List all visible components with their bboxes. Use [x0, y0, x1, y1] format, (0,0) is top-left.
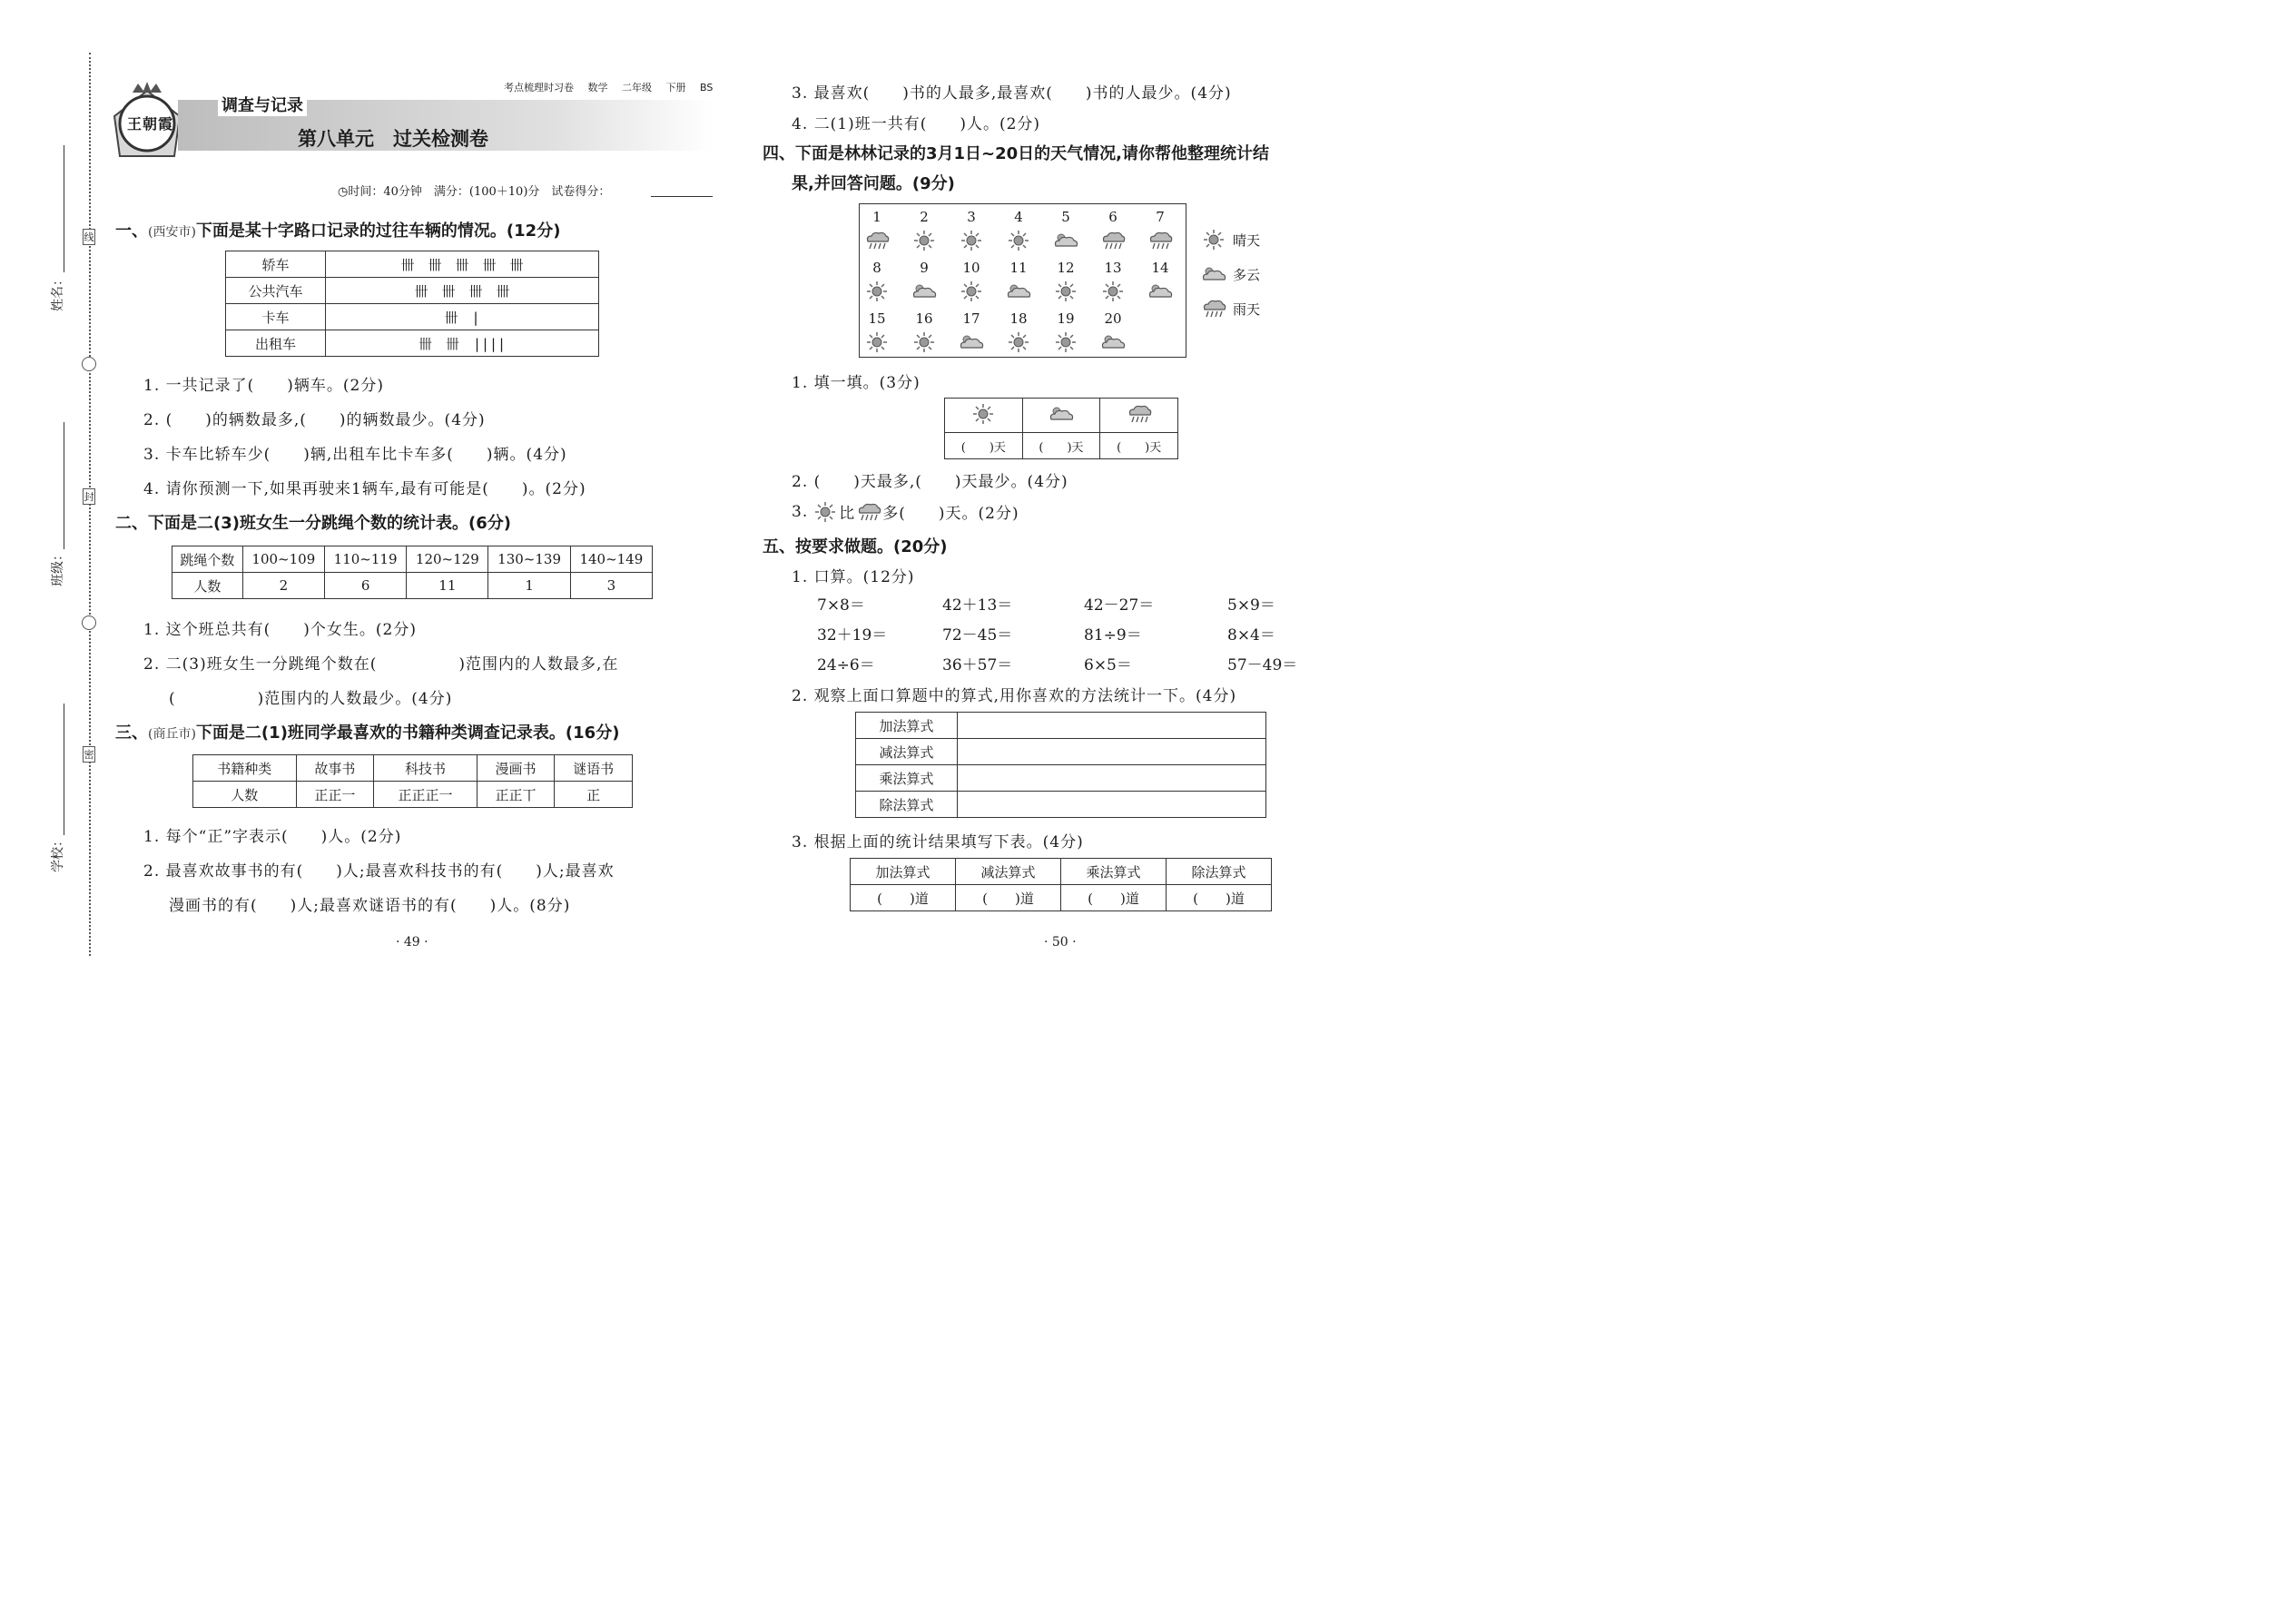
book-volume: 下册 [665, 82, 686, 94]
legend-label: 晴天 [1233, 231, 1261, 249]
table-row [193, 782, 633, 808]
header-cell: 除法算式 [1167, 859, 1272, 885]
calc-row [817, 622, 1325, 652]
q4-item1: 1. 填一填。(3分) [792, 374, 921, 392]
row-label: 人数 [193, 782, 297, 808]
book-info [504, 80, 713, 94]
q3-table [192, 754, 633, 808]
cloud-icon [1048, 404, 1075, 424]
data-cell: 3 [570, 573, 652, 599]
sun-icon [958, 231, 985, 251]
data-cell: 正 [555, 782, 633, 808]
header-cell: 加法算式 [851, 859, 956, 885]
day-number: 9 [920, 260, 929, 276]
day-number: 7 [1156, 209, 1165, 225]
header-cell: 乘法算式 [1061, 859, 1167, 885]
header-cell: 漫画书 [477, 755, 555, 782]
book-edition: BS [700, 82, 714, 94]
sun-icon [863, 332, 891, 352]
day-number: 15 [868, 310, 886, 327]
binding-mark-secret: 密 [83, 746, 95, 763]
calc-item: 57－49＝ [1227, 656, 1298, 674]
topic-title: 调查与记录 [218, 93, 307, 116]
day-number: 18 [1009, 310, 1028, 327]
q3-item: 漫画书的有( )人;最喜欢谜语书的有( )人。(8分) [169, 897, 571, 915]
q3-item: 2. 最喜欢故事书的有( )人;最喜欢科技书的有( )人;最喜欢 [143, 862, 615, 881]
answer-cell[interactable]: ( )天 [945, 433, 1023, 459]
table-row [851, 885, 1272, 911]
day-number: 17 [962, 310, 980, 327]
header-cell: 科技书 [374, 755, 478, 782]
page-number-right: · 50 · [1044, 935, 1077, 950]
q2-item: ( )范围内的人数最少。(4分) [169, 690, 453, 708]
binding-mark-seal: 封 [83, 488, 95, 505]
vehicle-label: 轿车 [226, 251, 326, 278]
q5-title: 五、按要求做题。(20分) [763, 537, 948, 556]
day-number: 6 [1108, 209, 1117, 225]
unit-title: 第八单元 过关检测卷 [298, 128, 488, 150]
day-number: 8 [872, 260, 881, 276]
data-cell: 2 [242, 573, 324, 599]
table-row [226, 330, 599, 357]
calc-item: 72－45＝ [942, 626, 1013, 645]
sun-icon [1052, 281, 1079, 301]
table-row [226, 304, 599, 330]
legend-cloudy [1200, 257, 1260, 291]
calc-item: 42－27＝ [1084, 596, 1155, 615]
day-number: 10 [962, 260, 980, 276]
rain-icon [855, 502, 882, 522]
score-line [651, 196, 713, 197]
answer-cell[interactable] [958, 713, 1266, 739]
sun-icon [863, 281, 891, 301]
answer-row [945, 433, 1178, 459]
answer-cell[interactable] [958, 765, 1266, 792]
header-cell: 130~139 [488, 546, 570, 573]
day-number: 11 [1009, 260, 1028, 276]
sun-icon [911, 332, 938, 352]
header-cell: 140~149 [570, 546, 652, 573]
tally-cell: 卌 | [326, 304, 599, 330]
day-number: 13 [1104, 260, 1122, 276]
sun-icon [1099, 281, 1127, 301]
q2-item: 2. 二(3)班女生一分跳绳个数在( )范围内的人数最多,在 [143, 655, 619, 674]
q1-item: 2. ( )的辆数最多,( )的辆数最少。(4分) [143, 411, 486, 429]
icon-row [945, 399, 1178, 433]
name-label: 姓名： [51, 273, 65, 311]
op-type-table [855, 712, 1266, 818]
vehicle-label: 出租车 [226, 330, 326, 357]
q1-tally-table [225, 251, 599, 357]
table-row [856, 792, 1266, 818]
header-cell: 100~109 [242, 546, 324, 573]
header-cell: 120~129 [407, 546, 488, 573]
table-row [172, 573, 653, 599]
rain-icon [863, 231, 891, 251]
header-cell: 谜语书 [555, 755, 633, 782]
calc-item: 42＋13＝ [942, 596, 1013, 615]
calc-row [817, 592, 1325, 622]
header-cell: 减法算式 [956, 859, 1061, 885]
weather-legend [1200, 222, 1260, 326]
meta-text: 时间：40分钟 满分：(100＋10)分 试卷得分： [348, 185, 611, 199]
cloud-icon [1200, 264, 1227, 284]
cloud-icon [958, 332, 985, 352]
day-number: 4 [1014, 209, 1023, 225]
data-cell: 6 [324, 573, 406, 599]
weather-count-table [944, 398, 1178, 459]
data-cell: 1 [488, 573, 570, 599]
legend-sunny [1200, 222, 1260, 257]
sun-icon [1052, 332, 1079, 352]
q5-item2: 2. 观察上面口算题中的算式,用你喜欢的方法统计一下。(4分) [792, 687, 1237, 705]
data-cell: 正正丅 [477, 782, 555, 808]
table-header [851, 859, 1272, 885]
header-cell: 跳绳个数 [172, 546, 243, 573]
day-number: 16 [915, 310, 933, 327]
calc-item: 5×9＝ [1227, 596, 1275, 615]
cloud-icon [1147, 281, 1174, 301]
row-label: 人数 [172, 573, 243, 599]
calc-item: 7×8＝ [817, 596, 865, 615]
day-number: 3 [967, 209, 976, 225]
answer-cell[interactable]: ( )天 [1100, 433, 1178, 459]
cloud-icon [1099, 332, 1127, 352]
table-row [856, 765, 1266, 792]
q5-item3: 3. 根据上面的统计结果填写下表。(4分) [792, 833, 1084, 851]
calc-item: 36＋57＝ [942, 656, 1013, 674]
calc-item: 8×4＝ [1227, 626, 1275, 645]
cloud-icon [1052, 231, 1079, 251]
q1-item: 4. 请你预测一下,如果再驶来1辆车,最有可能是( )。(2分) [143, 480, 586, 498]
cloud-icon [1005, 281, 1032, 301]
answer-cell[interactable] [958, 792, 1266, 818]
calc-row [817, 652, 1325, 682]
q2-table [172, 546, 653, 599]
q1-item: 1. 一共记录了( )辆车。(2分) [143, 377, 384, 395]
tally-cell: 卌 卌 |||| [326, 330, 599, 357]
binding-mark-line: 线 [83, 229, 95, 245]
table-header [172, 546, 653, 573]
q3-city: (商丘市) [148, 727, 196, 742]
q4-title-cont: 果,并回答问题。(9分) [792, 174, 955, 193]
book-series: 考点梳理时习卷 [504, 82, 574, 94]
clock-icon: ◷ [338, 185, 349, 199]
legend-rainy [1200, 291, 1260, 326]
day-number: 2 [920, 209, 929, 225]
rain-icon [1099, 231, 1127, 251]
book-subject: 数学 [587, 82, 608, 94]
q1-item: 3. 卡车比轿车少( )辆,出租车比卡车多( )辆。(4分) [143, 446, 567, 464]
answer-cell[interactable] [958, 739, 1266, 765]
q2-title: 二、下面是二(3)班女生一分跳绳个数的统计表。(6分) [115, 514, 511, 533]
legend-label: 雨天 [1233, 300, 1261, 318]
answer-cell[interactable]: ( )道 [956, 885, 1061, 911]
op-count-table [850, 858, 1272, 911]
rain-icon [1200, 299, 1227, 319]
rain-icon [1126, 404, 1153, 424]
sun-icon [1005, 231, 1032, 251]
table-header [193, 755, 633, 782]
calc-item: 24÷6＝ [817, 656, 875, 674]
q5-item1: 1. 口算。(12分) [792, 568, 915, 586]
q2-item: 1. 这个班总共有( )个女生。(2分) [143, 621, 417, 639]
calc-item: 81÷9＝ [1084, 626, 1142, 645]
logo-text: 王朝霞 [127, 115, 174, 133]
weather-grid [859, 203, 1186, 358]
day-number: 14 [1151, 260, 1169, 276]
q4-item3: 3. 比 多( )天。(2分) [792, 502, 1019, 523]
legend-label: 多云 [1233, 266, 1261, 283]
table-row [226, 251, 599, 278]
exam-meta [338, 182, 610, 199]
header-cell: 书籍种类 [193, 755, 297, 782]
class-label: 班级： [51, 548, 65, 586]
logo-badge [107, 80, 187, 163]
q4-item2: 2. ( )天最多,( )天最少。(4分) [792, 473, 1068, 491]
day-number: 5 [1061, 209, 1070, 225]
q1-title: 一、(西安市)下面是某十字路口记录的过往车辆的情况。(12分) [115, 221, 561, 241]
book-grade: 二年级 [622, 82, 652, 94]
sun-icon [1200, 230, 1227, 250]
sun-icon [970, 404, 997, 424]
rain-icon [1147, 231, 1174, 251]
day-number: 19 [1057, 310, 1075, 327]
sun-icon [911, 231, 938, 251]
q3-item: 1. 每个“正”字表示( )人。(2分) [143, 828, 402, 846]
table-row [856, 739, 1266, 765]
answer-cell[interactable]: ( )道 [1061, 885, 1167, 911]
page-number-left: · 49 · [396, 935, 428, 950]
q3-title: 三、(商丘市)下面是二(1)班同学最喜欢的书籍种类调查记录表。(16分) [115, 723, 620, 743]
mental-math-grid [817, 592, 1325, 682]
calc-item: 6×5＝ [1084, 656, 1132, 674]
q1-city: (西安市) [148, 225, 196, 240]
answer-cell[interactable]: ( )道 [851, 885, 956, 911]
binding-circle-icon [82, 357, 96, 371]
type-label: 减法算式 [856, 739, 958, 765]
answer-cell[interactable]: ( )天 [1022, 433, 1100, 459]
cloud-icon [911, 281, 938, 301]
q4-title: 四、下面是林林记录的3月1日~20日的天气情况,请你帮他整理统计结 [763, 144, 1270, 163]
type-label: 乘法算式 [856, 765, 958, 792]
calc-item: 32＋19＝ [817, 626, 888, 645]
day-number: 1 [872, 209, 881, 225]
q3-item: 4. 二(1)班一共有( )人。(2分) [792, 115, 1041, 133]
day-number: 12 [1057, 260, 1075, 276]
header-cell: 故事书 [296, 755, 374, 782]
type-label: 加法算式 [856, 713, 958, 739]
binding-circle-icon [82, 615, 96, 630]
data-cell: 11 [407, 573, 488, 599]
sun-icon [1005, 332, 1032, 352]
q3-item: 3. 最喜欢( )书的人最多,最喜欢( )书的人最少。(4分) [792, 84, 1232, 103]
sun-icon [958, 281, 985, 301]
table-row [856, 713, 1266, 739]
table-row [226, 278, 599, 304]
school-label: 学校： [51, 834, 65, 872]
sun-icon [812, 502, 839, 522]
type-label: 除法算式 [856, 792, 958, 818]
data-cell: 正正一 [296, 782, 374, 808]
day-number: 20 [1104, 310, 1122, 327]
vehicle-label: 公共汽车 [226, 278, 326, 304]
vehicle-label: 卡车 [226, 304, 326, 330]
tally-cell: 卌 卌 卌 卌 卌 [326, 251, 599, 278]
header-cell: 110~119 [324, 546, 406, 573]
tally-cell: 卌 卌 卌 卌 [326, 278, 599, 304]
answer-cell[interactable]: ( )道 [1167, 885, 1272, 911]
data-cell: 正正正一 [374, 782, 478, 808]
